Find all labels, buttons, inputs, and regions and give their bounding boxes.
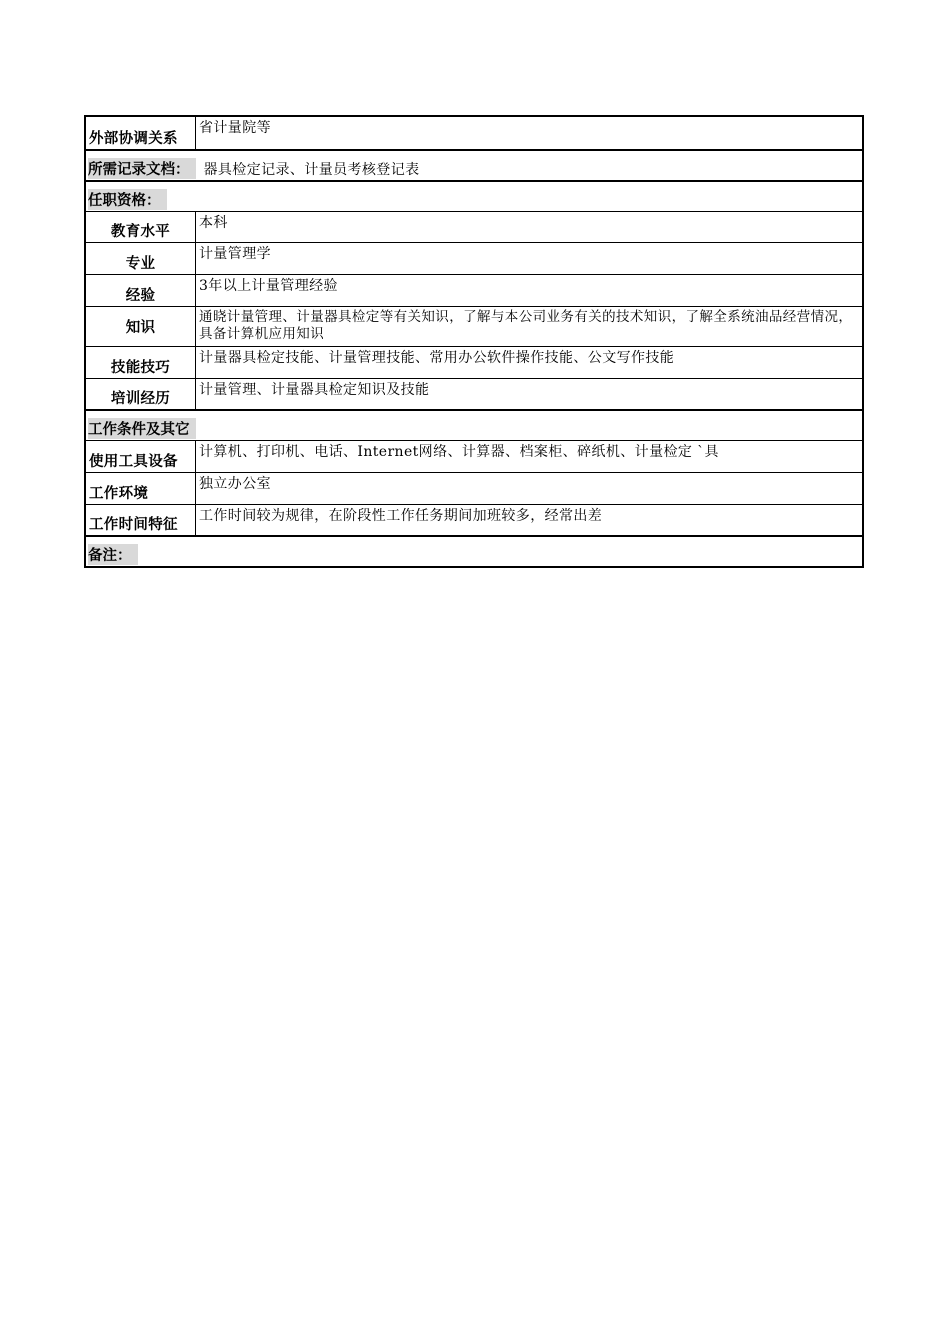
education-row [86, 211, 862, 242]
qualifications-heading-cell [86, 182, 862, 211]
work-time-row [86, 504, 862, 535]
conditions-heading: 工作条件及其它 [88, 418, 196, 439]
job-description-table [84, 115, 864, 568]
work-time-label: 工作时间特征 [86, 505, 196, 535]
external-coordination-row [86, 117, 862, 149]
conditions-heading-row [86, 409, 862, 440]
experience-row [86, 274, 862, 306]
skills-label: 技能技巧 [86, 347, 196, 378]
external-coordination-value: 省计量院等 [199, 120, 271, 136]
experience-label: 经验 [86, 275, 196, 306]
skills-row [86, 346, 862, 378]
remarks-row [86, 535, 862, 566]
remarks-cell [86, 537, 862, 566]
qualifications-heading: 任职资格： [88, 189, 167, 210]
education-label: 教育水平 [86, 212, 196, 242]
work-time-value: 工作时间较为规律，在阶段性工作任务期间加班较多，经常出差 [199, 508, 603, 524]
skills-value: 计量器具检定技能、计量管理技能、常用办公软件操作技能、公文写作技能 [199, 350, 675, 366]
tools-value: 计算机、打印机、电话、Internet网络、计算器、档案柜、碎纸机、计量检定 `具 [199, 444, 719, 460]
records-value: 器具检定记录、计量员考核登记表 [203, 162, 420, 178]
training-value: 计量管理、计量器具检定知识及技能 [199, 382, 430, 398]
environment-row [86, 472, 862, 504]
knowledge-value: 通晓计量管理、计量器具检定等有关知识，了解与本公司业务有关的技术知识，了解全系统油品经营情况，具备计算机应用知识 [199, 309, 853, 342]
external-coordination-label: 外部协调关系 [86, 117, 196, 149]
major-value: 计量管理学 [199, 246, 271, 262]
knowledge-label: 知识 [86, 307, 196, 346]
qualifications-heading-row [86, 180, 862, 211]
major-row [86, 242, 862, 274]
education-value: 本科 [199, 215, 228, 231]
major-label: 专业 [86, 243, 196, 274]
training-label: 培训经历 [86, 379, 196, 409]
conditions-heading-cell [86, 411, 862, 440]
tools-label: 使用工具设备 [86, 441, 196, 472]
records-label: 所需记录文档： [88, 158, 196, 179]
knowledge-row [86, 306, 862, 346]
experience-value: 3年以上计量管理经验 [199, 278, 338, 294]
training-row [86, 378, 862, 409]
remarks-label: 备注： [88, 544, 138, 565]
environment-value: 独立办公室 [199, 476, 271, 492]
records-row [86, 149, 862, 180]
tools-row [86, 440, 862, 472]
records-cell [86, 151, 862, 180]
environment-label: 工作环境 [86, 473, 196, 504]
